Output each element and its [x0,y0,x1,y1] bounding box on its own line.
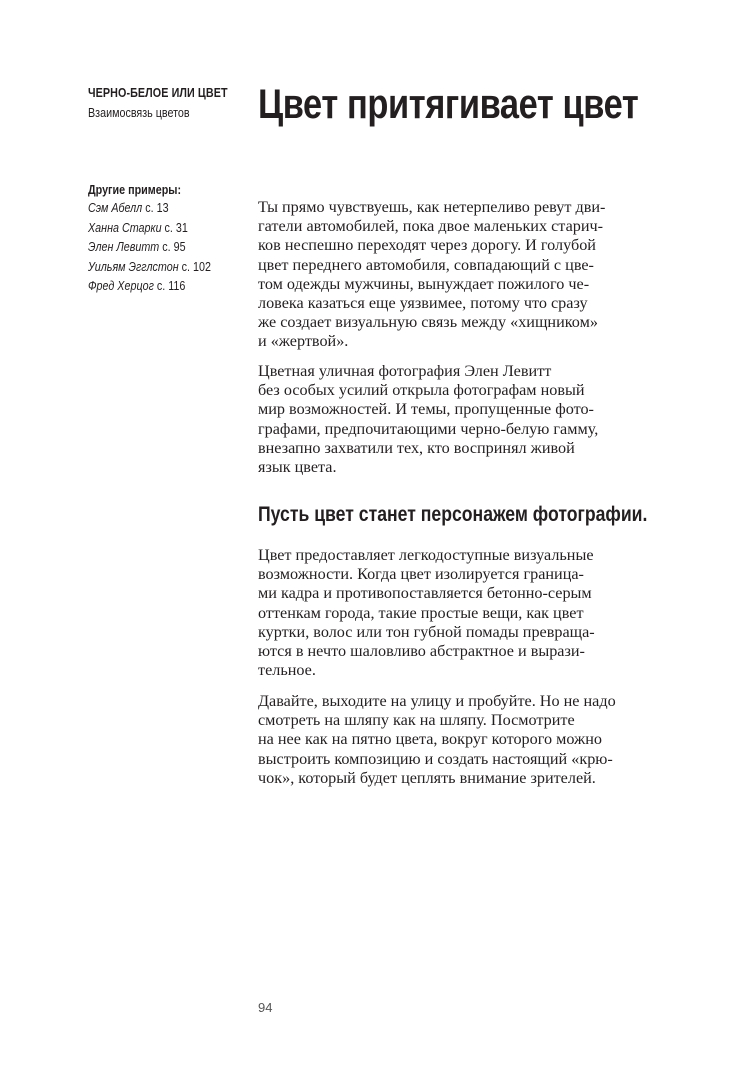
section-label: ЧЕРНО-БЕЛОЕ ИЛИ ЦВЕТ [88,86,228,100]
other-examples-list [88,199,238,297]
other-example-item [88,199,217,219]
other-example-page: с. 31 [164,220,188,235]
sidebar [88,86,238,297]
page-title: Цвет притягивает цвет [258,80,639,127]
other-example-item [88,219,217,239]
other-example-page: с. 102 [181,259,211,274]
paragraph-1: Ты прямо чувствуешь, как нетерпеливо ревут дви- гатели автомобилей, пока двое маленьких старич- ков неспешно переходят через дорогу. И голубой цвет переднего автомобиля, совпадающий с цве- том одежды мужчины, вынуждает пожилого че- ловека казаться еще уязвимее, потому что сразу же создает визуальную связь между «хищником» и «жертвой». [258,198,606,351]
other-example-page: с. 13 [145,201,169,215]
other-example-name: Ханна Старки [88,220,162,235]
other-example-name: Фред Херцог [88,279,154,294]
other-example-name: Элен Левитт [88,240,160,255]
other-example-name: Уильям Эгглстон [88,259,179,274]
other-examples-title: Другие примеры: [88,183,182,197]
other-example-item [88,277,217,297]
main-content [258,80,658,787]
paragraph-4: Давайте, выходите на улицу и пробуйте. Но не надо смотреть на шляпу как на шляпу. Посмотрите на нее как на пятно цвета, вокруг которого можно выстроить композицию и создать настоящий «крю- чок», который будет цеплять внимание зрителей. [258,692,616,787]
subheading: Пусть цвет станет персонажем фотографии. [258,502,648,526]
section-subtitle: Взаимосвязь цветов [88,106,190,120]
other-example-name: Сэм Абелл [88,201,143,215]
paragraph-3: Цвет предоставляет легкодоступные визуальные возможности. Когда цвет изолируется границa- ми кадра и противопоставляется бетонно-серым оттенкам города, такие простые вещи, как цвет куртки, волос или тон губной помады превраща- ются в нечто шаловливо абстрактное и вырази- тельное. [258,546,595,680]
paragraph-2: Цветная уличная фотография Элен Левитт без особых усилий открыла фотографам новый мир возможностей. И темы, пропущенные фото- графами, предпочитающими черно-белую гамму, внезапно захватили тех, кто воспринял живой язык цвета. [258,362,599,477]
other-example-item [88,258,217,278]
other-example-item [88,238,217,258]
page-number: 94 [258,1000,273,1015]
other-example-page: с. 116 [156,279,186,294]
other-example-page: с. 95 [162,240,186,255]
